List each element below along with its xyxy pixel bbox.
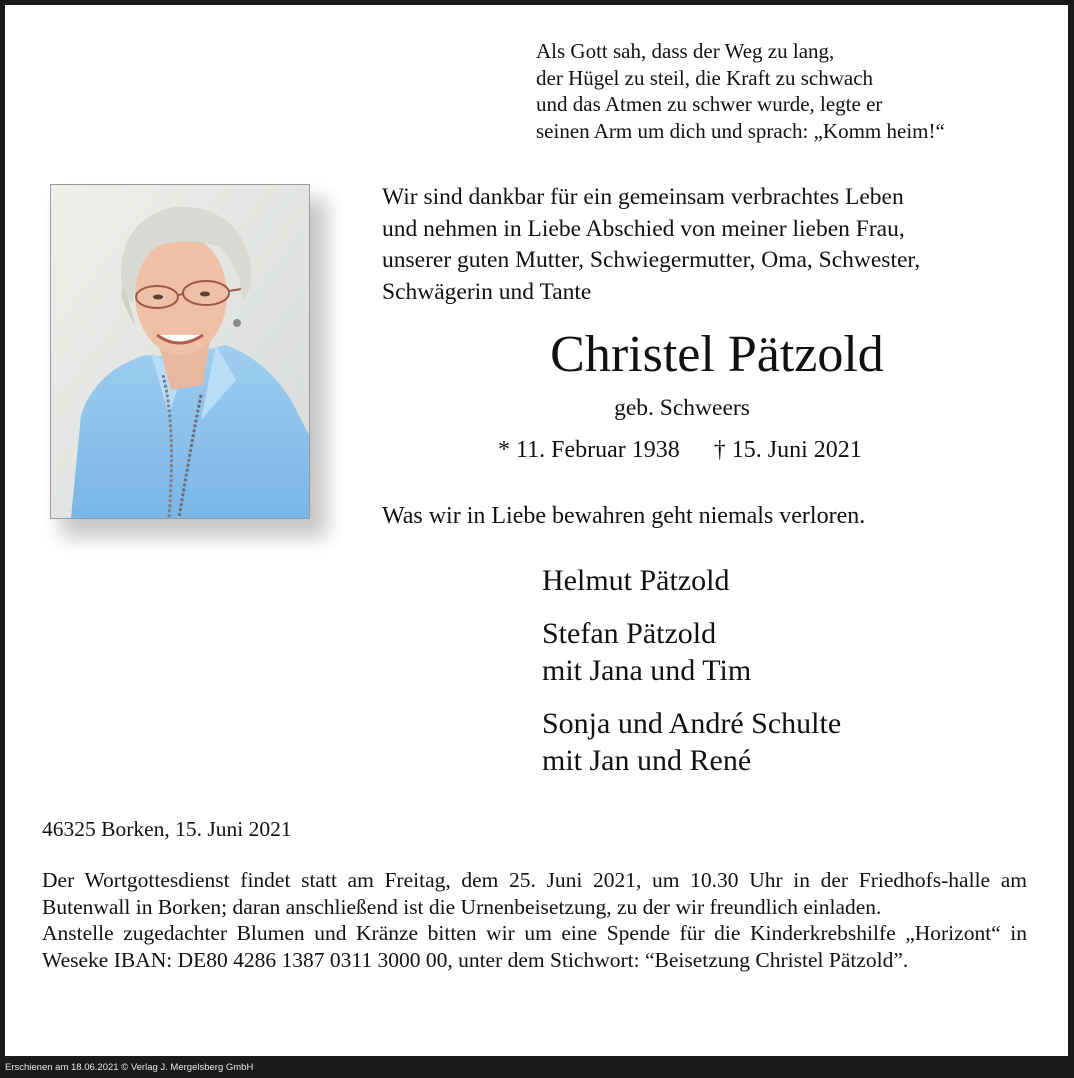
mourner-group [542,562,841,599]
intro-line: Schwägerin und Tante [382,278,592,305]
poem [536,38,945,144]
intro-line: unserer guten Mutter, Schwiegermutter, Oma, Schwester, [382,247,921,273]
mourner-line: Sonja und André Schulte [542,707,842,740]
poem-line: der Hügel zu steil, die Kraft zu schwach [536,65,874,90]
intro-line: Wir sind dankbar für ein gemeinsam verbrachtes Leben [382,184,904,210]
birth-name: geb. Schweers [614,395,750,421]
mourner-line: Helmut Pätzold [542,564,730,597]
place-date: 46325 Borken, 15. Juni 2021 [42,817,292,841]
poem-line: Als Gott sah, dass der Weg zu lang, [536,39,835,63]
motto: Was wir in Liebe bewahren geht niemals verloren. [382,503,866,529]
mourner-line: mit Jan und René [542,744,752,777]
obituary-card [5,5,1068,1056]
poem-line: seinen Arm um dich und sprach: „Komm heim!“ [536,118,945,143]
donation-request: Anstelle zugedachter Blumen und Kränze bitten wir um eine Spende für die Kinderkrebshilfe „Horizont“ in Weseke IBAN: DE80 4286 1387 0311 3000 00, unter dem Stichwort: “Beisetzung Christel Pätzold”. [42,921,1027,972]
mourners-list [542,562,841,795]
portrait-photo [50,184,310,519]
birth-date: * 11. Februar 1938 [498,437,680,463]
mourner-group [542,615,841,689]
intro-text [382,182,920,308]
intro-line: und nehmen in Liebe Abschied von meiner lieben Frau, [382,215,905,242]
service-notice [42,867,1027,973]
mourner-line: Stefan Pätzold [542,617,717,650]
mourner-line: mit Jana und Tim [542,654,752,687]
poem-line: und das Atmen zu schwer wurde, legte er [536,92,883,116]
life-dates [498,435,862,465]
service-details: Der Wortgottesdienst findet statt am Freitag, dem 25. Juni 2021, um 10.30 Uhr in der Friedhofs-halle am Butenwall in Borken; daran anschließend ist die Urnenbeisetzung, zu der wir freundlich einladen. [42,868,1027,919]
deceased-name: Christel Pätzold [550,326,884,383]
mourner-group [542,705,841,779]
death-date: † 15. Juni 2021 [713,437,862,463]
portrait-illustration [51,185,309,518]
publication-footer: Erschienen am 18.06.2021 © Verlag J. Mergelsberg GmbH [5,1062,254,1073]
